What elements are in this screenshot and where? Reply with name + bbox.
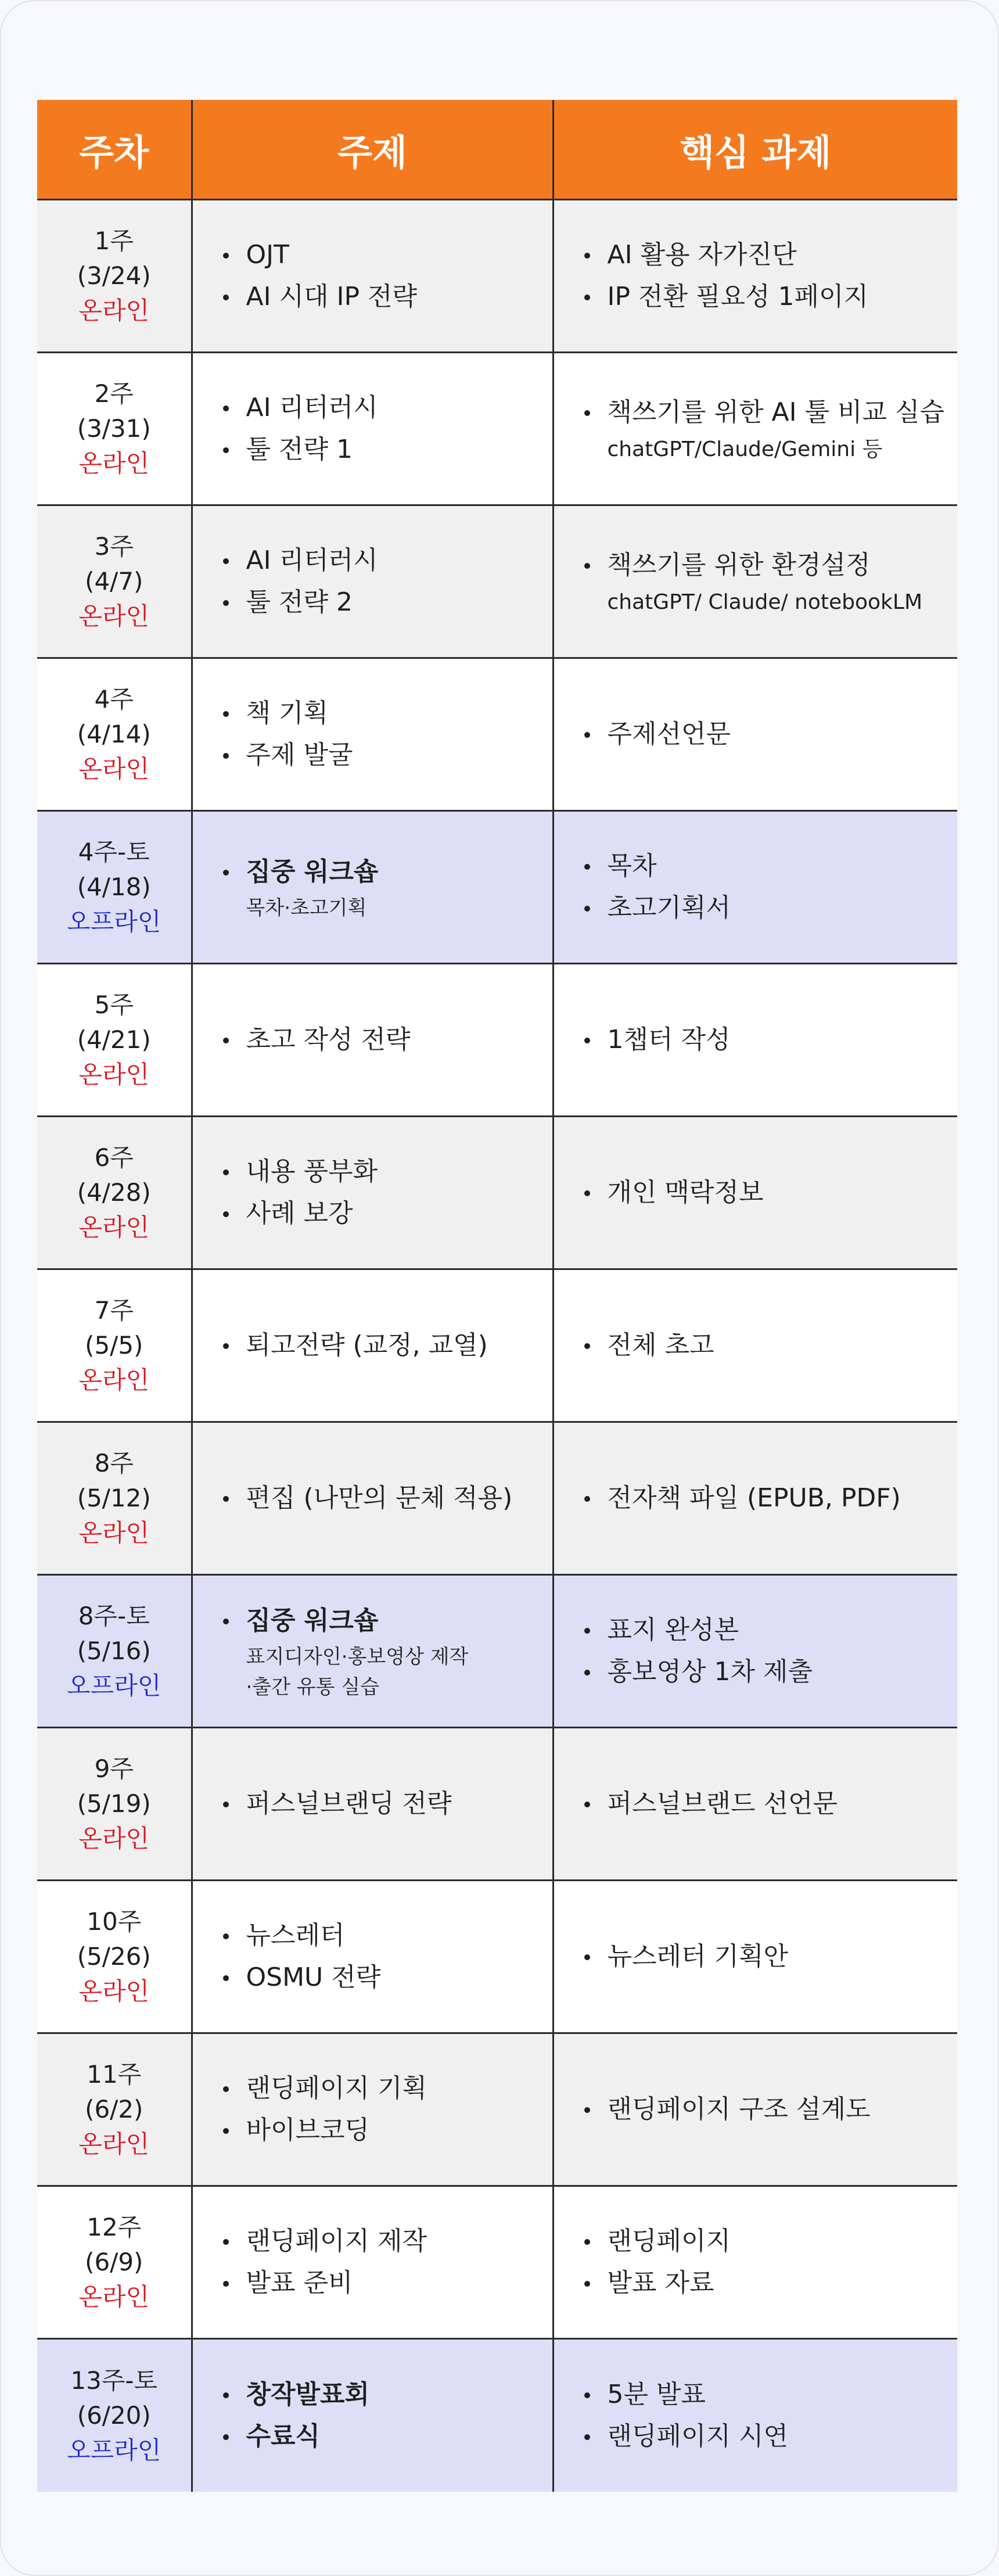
task-item: 랜딩페이지 구조 설계도 xyxy=(584,2089,958,2130)
task-item: 5분 발표 xyxy=(584,2374,958,2416)
topic-item: 사례 보강 xyxy=(223,1193,552,1235)
table-row xyxy=(37,1728,957,1881)
table-row xyxy=(37,1575,957,1728)
week-cell xyxy=(37,1881,192,2033)
task-cell xyxy=(553,353,957,505)
week-label: 9주 xyxy=(94,1755,134,1783)
week-label: 6주 xyxy=(94,1143,134,1172)
topic-item: 편집 (나만의 문체 적용) xyxy=(223,1477,552,1519)
topic-item: 초고 작성 전략 xyxy=(223,1019,552,1061)
table-header-row xyxy=(37,100,957,200)
task-item: 홍보영상 1차 제출 xyxy=(584,1651,958,1693)
week-label: 3주 xyxy=(94,532,134,561)
table-row xyxy=(37,964,957,1117)
week-label: 8주-토 xyxy=(78,1602,150,1630)
mode-label: 오프라인 xyxy=(67,907,161,936)
task-sub: chatGPT/Claude/Gemini 등 xyxy=(607,437,883,461)
mode-label: 온라인 xyxy=(78,1213,150,1242)
task-item: 전체 초고 xyxy=(584,1325,958,1366)
week-label: 5주 xyxy=(94,991,134,1019)
topic-cell xyxy=(192,1117,553,1269)
mode-label: 온라인 xyxy=(78,1366,150,1394)
topic-cell xyxy=(192,2339,553,2492)
task-cell xyxy=(553,811,957,964)
topic-item: OJT xyxy=(223,234,552,276)
topic-item xyxy=(223,851,552,923)
task-main: 책쓰기를 위한 환경설정 xyxy=(607,550,871,580)
topic-cell xyxy=(192,1422,553,1575)
task-cell xyxy=(553,2339,957,2492)
table-row xyxy=(37,811,957,964)
week-date: (4/28) xyxy=(77,1178,151,1207)
week-cell xyxy=(37,658,192,811)
task-cell xyxy=(553,1881,957,2033)
mode-label: 온라인 xyxy=(78,755,150,783)
mode-label: 온라인 xyxy=(78,1060,150,1089)
table-row xyxy=(37,2033,957,2186)
topic-main: 집중 워크숍 xyxy=(246,1606,379,1635)
week-date: (4/14) xyxy=(77,720,151,748)
mode-label: 오프라인 xyxy=(67,2436,161,2464)
table-row xyxy=(37,200,957,353)
week-cell xyxy=(37,1269,192,1422)
task-cell xyxy=(553,200,957,353)
topic-cell xyxy=(192,353,553,505)
task-main: 책쓰기를 위한 AI 툴 비교 실습 xyxy=(607,397,945,427)
topic-cell xyxy=(192,2033,553,2186)
mode-label: 온라인 xyxy=(78,1977,150,2005)
table-row xyxy=(37,2186,957,2339)
task-cell xyxy=(553,505,957,658)
table-row xyxy=(37,1117,957,1269)
task-item: 퍼스널브랜드 선언문 xyxy=(584,1783,958,1825)
week-date: (6/9) xyxy=(85,2248,143,2276)
task-item: 뉴스레터 기획안 xyxy=(584,1936,958,1978)
week-cell xyxy=(37,1728,192,1881)
topic-item: 랜딩페이지 기획 xyxy=(223,2068,552,2109)
topic-cell xyxy=(192,1269,553,1422)
topic-item: AI 리터러시 xyxy=(223,540,552,582)
week-label: 2주 xyxy=(94,379,134,408)
week-label: 4주 xyxy=(94,685,134,713)
week-cell xyxy=(37,1575,192,1728)
topic-cell xyxy=(192,1881,553,2033)
week-date: (4/7) xyxy=(85,567,143,595)
topic-cell xyxy=(192,658,553,811)
schedule-table xyxy=(37,100,957,2492)
topic-cell xyxy=(192,200,553,353)
week-label: 4주-토 xyxy=(78,838,150,866)
week-date: (4/18) xyxy=(77,873,151,901)
week-label: 13주-토 xyxy=(70,2366,158,2395)
task-item: 개인 맥락정보 xyxy=(584,1172,958,1214)
mode-label: 온라인 xyxy=(78,2283,150,2311)
week-cell xyxy=(37,2033,192,2186)
task-item xyxy=(584,544,958,619)
topic-item: 퇴고전략 (교정, 교열) xyxy=(223,1325,552,1366)
week-date: (5/5) xyxy=(85,1331,143,1359)
topic-cell xyxy=(192,505,553,658)
week-date: (5/19) xyxy=(77,1789,151,1818)
week-label: 1주 xyxy=(94,227,134,255)
topic-sub: 목차·초고기획 xyxy=(246,896,367,920)
week-date: (4/21) xyxy=(77,1025,151,1054)
task-item xyxy=(584,392,958,466)
mode-label: 온라인 xyxy=(78,602,150,630)
task-item: 표지 완성본 xyxy=(584,1609,958,1651)
topic-item: 랜딩페이지 제작 xyxy=(223,2220,552,2262)
week-cell xyxy=(37,2339,192,2492)
task-sub: chatGPT/ Claude/ notebookLM xyxy=(607,590,923,614)
task-item: 주제선언문 xyxy=(584,713,958,755)
header-topic: 주제 xyxy=(192,100,553,200)
task-item: 발표 자료 xyxy=(584,2262,958,2304)
week-date: (6/2) xyxy=(85,2095,143,2123)
task-cell xyxy=(553,1117,957,1269)
task-cell xyxy=(553,964,957,1117)
topic-main: 집중 워크숍 xyxy=(246,857,379,887)
task-cell xyxy=(553,1422,957,1575)
topic-item: AI 리터러시 xyxy=(223,387,552,429)
week-cell xyxy=(37,353,192,505)
topic-item xyxy=(223,1600,552,1702)
task-cell xyxy=(553,1728,957,1881)
mode-label: 온라인 xyxy=(78,1824,150,1853)
topic-item: 내용 풍부화 xyxy=(223,1151,552,1193)
week-date: (3/31) xyxy=(77,414,151,443)
week-cell xyxy=(37,964,192,1117)
week-cell xyxy=(37,1117,192,1269)
topic-item: 책 기획 xyxy=(223,693,552,734)
header-task: 핵심 과제 xyxy=(553,100,957,200)
topic-cell xyxy=(192,1728,553,1881)
week-date: (5/26) xyxy=(77,1942,151,1971)
task-item: 랜딩페이지 xyxy=(584,2220,958,2262)
topic-item: AI 시대 IP 전략 xyxy=(223,276,552,318)
week-date: (5/16) xyxy=(77,1637,151,1665)
table-row xyxy=(37,1422,957,1575)
task-cell xyxy=(553,658,957,811)
topic-item: 주제 발굴 xyxy=(223,734,552,776)
task-item: 초고기획서 xyxy=(584,887,958,929)
task-item: 목차 xyxy=(584,845,958,887)
topic-item: 발표 준비 xyxy=(223,2262,552,2304)
topic-item: 수료식 xyxy=(223,2416,552,2457)
week-label: 12주 xyxy=(87,2213,142,2241)
week-date: (5/12) xyxy=(77,1484,151,1512)
task-cell xyxy=(553,2033,957,2186)
topic-sub: 표지디자인·홍보영상 제작 xyxy=(246,1645,469,1669)
table-row xyxy=(37,658,957,811)
topic-sub: ·출간 유통 실습 xyxy=(246,1676,379,1699)
week-date: (6/20) xyxy=(77,2401,151,2430)
task-item: IP 전환 필요성 1페이지 xyxy=(584,276,958,318)
topic-cell xyxy=(192,811,553,964)
week-date: (3/24) xyxy=(77,261,151,290)
mode-label: 온라인 xyxy=(78,449,150,478)
mode-label: 온라인 xyxy=(78,1519,150,1547)
week-cell xyxy=(37,505,192,658)
topic-item: 툴 전략 1 xyxy=(223,429,552,471)
week-cell xyxy=(37,2186,192,2339)
table-row xyxy=(37,353,957,505)
task-item: 1챕터 작성 xyxy=(584,1019,958,1061)
topic-cell xyxy=(192,2186,553,2339)
week-label: 11주 xyxy=(87,2060,142,2089)
topic-item: OSMU 전략 xyxy=(223,1957,552,1999)
task-item: 전자책 파일 (EPUB, PDF) xyxy=(584,1477,958,1519)
topic-item: 바이브코딩 xyxy=(223,2109,552,2151)
topic-item: 퍼스널브랜딩 전략 xyxy=(223,1783,552,1825)
task-item: AI 활용 자가진단 xyxy=(584,234,958,276)
mode-label: 온라인 xyxy=(78,296,150,325)
task-cell xyxy=(553,1575,957,1728)
mode-label: 온라인 xyxy=(78,2130,150,2158)
header-week: 주차 xyxy=(37,100,192,200)
week-label: 10주 xyxy=(87,1907,142,1936)
week-label: 8주 xyxy=(94,1449,134,1477)
topic-cell xyxy=(192,964,553,1117)
task-cell xyxy=(553,1269,957,1422)
table-row xyxy=(37,1881,957,2033)
week-cell xyxy=(37,1422,192,1575)
task-cell xyxy=(553,2186,957,2339)
week-cell xyxy=(37,811,192,964)
topic-item: 뉴스레터 xyxy=(223,1915,552,1957)
topic-item: 툴 전략 2 xyxy=(223,582,552,623)
table-row xyxy=(37,505,957,658)
table-row xyxy=(37,1269,957,1422)
mode-label: 오프라인 xyxy=(67,1671,161,1700)
week-label: 7주 xyxy=(94,1296,134,1325)
week-cell xyxy=(37,200,192,353)
table-row xyxy=(37,2339,957,2492)
task-item: 랜딩페이지 시연 xyxy=(584,2416,958,2457)
topic-item: 창작발표회 xyxy=(223,2374,552,2416)
topic-cell xyxy=(192,1575,553,1728)
